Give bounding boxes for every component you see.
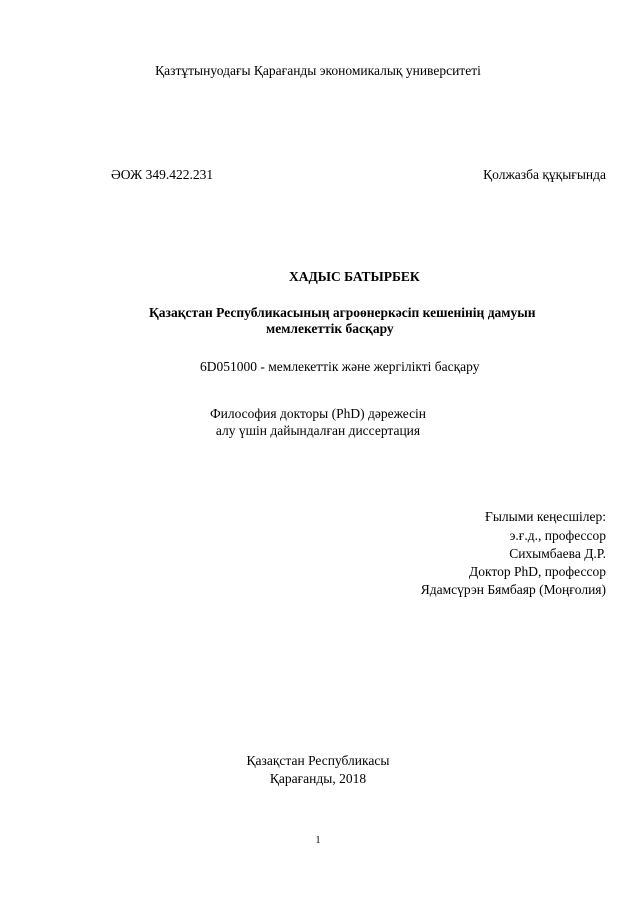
university-name: Қазтұтынуодағы Қарағанды экономикалық университеті <box>155 63 481 78</box>
author-name: ХАДЫС БАТЫРБЕК <box>289 269 420 284</box>
degree-line-1: Философия докторы (PhD) дәрежесін <box>209 406 427 421</box>
footer-city-year: Қарағанды, 2018 <box>269 771 367 786</box>
manuscript-rights: Қолжазба құқығында <box>483 167 606 182</box>
specialty-code: 6D051000 - мемлекеттік және жергілікті басқару <box>200 359 480 374</box>
udk-code: ӘОЖ 349.422.231 <box>111 167 214 182</box>
degree-line-2: алу үшін дайындалған диссертация <box>215 423 421 438</box>
advisor-line: Сихымбаева Д.Р. <box>509 546 606 561</box>
dissertation-title-line-1: Қазақстан Республикасының агроөнеркәсіп кешенінің дамуын <box>149 305 536 320</box>
advisors-heading: Ғылыми кеңесшілер: <box>485 509 606 524</box>
advisor-line: Ядамсүрэн Бямбаяр (Моңғолия) <box>420 582 606 597</box>
page-number: 1 <box>315 835 321 846</box>
advisor-line: Доктор PhD, профессор <box>469 564 606 579</box>
advisor-line: э.ғ.д., профессор <box>509 528 606 543</box>
dissertation-title-line-2: мемлекеттік басқару <box>266 321 394 336</box>
footer-country: Қазақстан Республикасы <box>246 753 390 768</box>
